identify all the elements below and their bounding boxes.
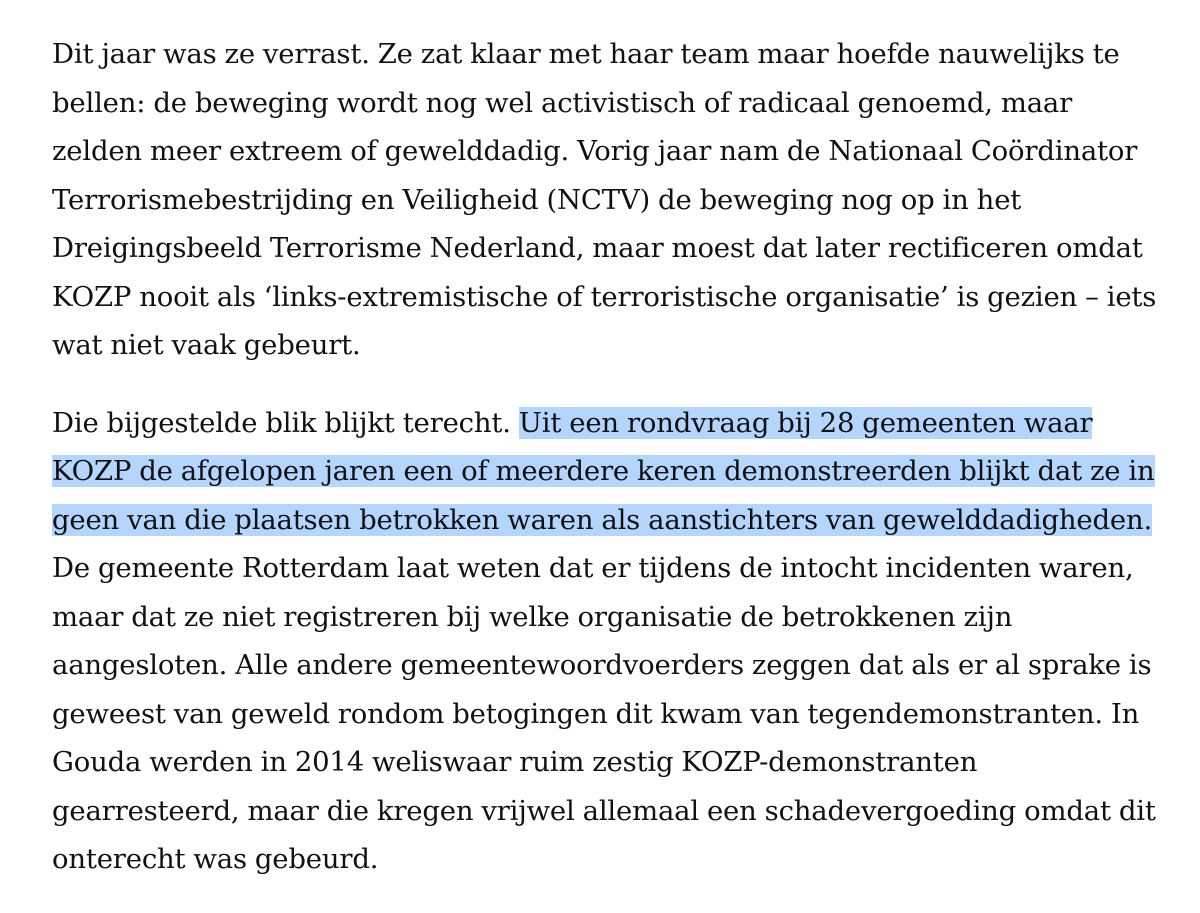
- article-paragraph-2: [52, 399, 1162, 884]
- article-paragraph-1: Dit jaar was ze verrast. Ze zat klaar met haar team maar hoefde nauwelijks te bellen: de beweging wordt nog wel activistisch of radicaal genoemd, maar zelden meer extreem of gewelddadig. Vorig jaar nam de Nationaal Coördinator Terrorismebestrijding en Veiligheid (NCTV) de beweging nog op in het Dreigingsbeeld Terrorisme Nederland, maar moest dat later rectificeren omdat KOZP nooit als ‘links-extremistische of terroristische organisatie’ is gezien – iets wat niet vaak gebeurt.: [52, 38, 1157, 361]
- article-body: [52, 30, 1162, 884]
- paragraph-2-text-before-selection: Die bijgestelde blik blijkt terecht.: [52, 406, 519, 439]
- paragraph-2-text-after-selection: De gemeente Rotterdam laat weten dat er tijdens de intocht incidenten waren, maar dat ze niet registreren bij welke organisatie de betrokkenen zijn aangesloten. Alle andere gemeentewoordvoerders zeggen dat als er al sprake is geweest van geweld rondom betogingen dit kwam van tegendemonstranten. In Gouda werden in 2014 weliswaar ruim zestig KOZP-demonstranten gearresteerd, maar die kregen vrijwel allemaal een schadevergoeding omdat dit onterecht was gebeurd.: [52, 552, 1156, 875]
- selected-text-highlight[interactable]: Uit een rondvraag bij 28 gemeenten waar KOZP de afgelopen jaren een of meerdere keren demonstreerden blijkt dat ze in geen van die plaatsen betrokken waren als aanstichters van gewelddadigheden.: [52, 406, 1155, 536]
